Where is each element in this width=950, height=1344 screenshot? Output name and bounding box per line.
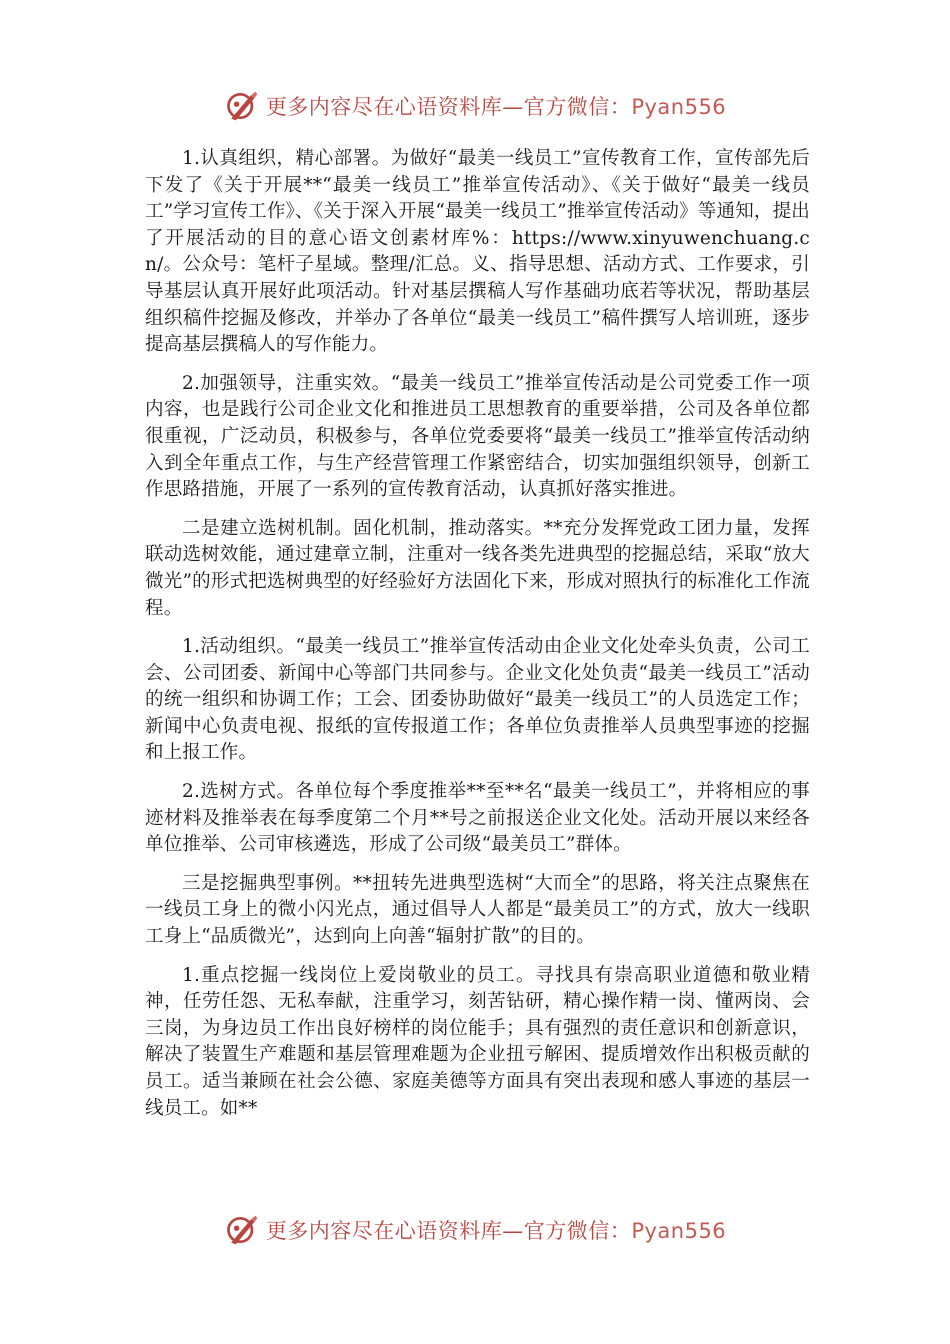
paragraph: 1.重点挖掘一线岗位上爱岗敬业的员工。寻找具有崇高职业道德和敬业精神，任劳任怨、无私奉献，注重学习，刻苦钻研，精心操作精一岗、懂两岗、会三岗，为身边员工作出良好榜样的岗位能手；具有强烈的责任意识和创新意识，解决了装置生产难题和基层管理难题为企业扭亏解困、提质增效作出积极贡献的员工。适当兼顾在社会公德、家庭美德等方面具有突出表现和感人事迹的基层一线员工。如** [145,964,810,1119]
header-banner-text: 更多内容尽在心语资料库—官方微信：Pyan556 [265,95,727,119]
footer-wechat-id: Pyan556 [631,1219,727,1243]
header-banner [0,86,950,126]
paragraph: 1.认真组织，精心部署。为做好“最美一线员工”宣传教育工作，宣传部先后下发了《关于开展**“最美一线员工”推举宣传活动》、《关于做好“最美一线员工”学习宣传工作》、《关于深入开展“最美一线员工”推举宣传活动》等通知，提出了开展活动的目的意心语文创素材库%：https://www.xinyuwenchuang.cn/。公众号：笔杆子星域。整理/汇总。义、指导思想、活动方式、工作要求，引导基层认真开展好此项活动。针对基层撰稿人写作基础功底若等状况，帮助基层组织稿件挖掘及修改，并举办了各单位“最美一线员工”稿件撰写人培训班，逐步提高基层撰稿人的写作能力。 [145,148,810,356]
pen-logo-icon [224,88,260,124]
header-wechat-id: Pyan556 [631,95,727,119]
paragraph: 2.加强领导，注重实效。“最美一线员工”推举宣传活动是公司党委工作一项内容，也是践行公司企业文化和推进员工思想教育的重要举措，公司及各单位都很重视，广泛动员，积极参与，各单位党委要将“最美一线员工”推举宣传活动纳入到全年重点工作，与生产经营管理工作紧密结合，切实加强组织领导，创新工作思路措施，开展了一系列的宣传教育活动，认真抓好落实推进。 [145,372,810,501]
paragraph: 2.选树方式。各单位每个季度推举**至**名“最美一线员工”，并将相应的事迹材料及推举表在每季度第二个月**号之前报送企业文化处。活动开展以来经各单位推举、公司审核遴选，形成了公司级“最美员工”群体。 [145,781,810,856]
paragraph: 三是挖掘典型事例。**扭转先进典型选树“大而全”的思路，将关注点聚焦在一线员工身上的微小闪光点，通过倡导人人都是“最美员工”的方式，放大一线职工身上“品质微光”，达到向上向善“辐射扩散”的目的。 [145,872,810,948]
footer-banner [0,1210,950,1250]
pen-logo-icon [224,1212,260,1248]
paragraph: 二是建立选树机制。固化机制，推动落实。**充分发挥党政工团力量，发挥联动选树效能，通过建章立制，注重对一线各类先进典型的挖掘总结，采取“放大微光”的形式把选树典型的好经验好方法固化下来，形成对照执行的标准化工作流程。 [145,517,810,619]
paragraph: 1.活动组织。“最美一线员工”推举宣传活动由企业文化处牵头负责，公司工会、公司团委、新闻中心等部门共同参与。企业文化处负责“最美一线员工”活动的统一组织和协调工作；工会、团委协助做好“最美一线员工”的人员选定工作；新闻中心负责电视、报纸的宣传报道工作；各单位负责推举人员典型事迹的挖掘和上报工作。 [145,636,810,764]
document-body [145,146,810,1134]
footer-banner-text: 更多内容尽在心语资料库—官方微信：Pyan556 [265,1219,727,1243]
